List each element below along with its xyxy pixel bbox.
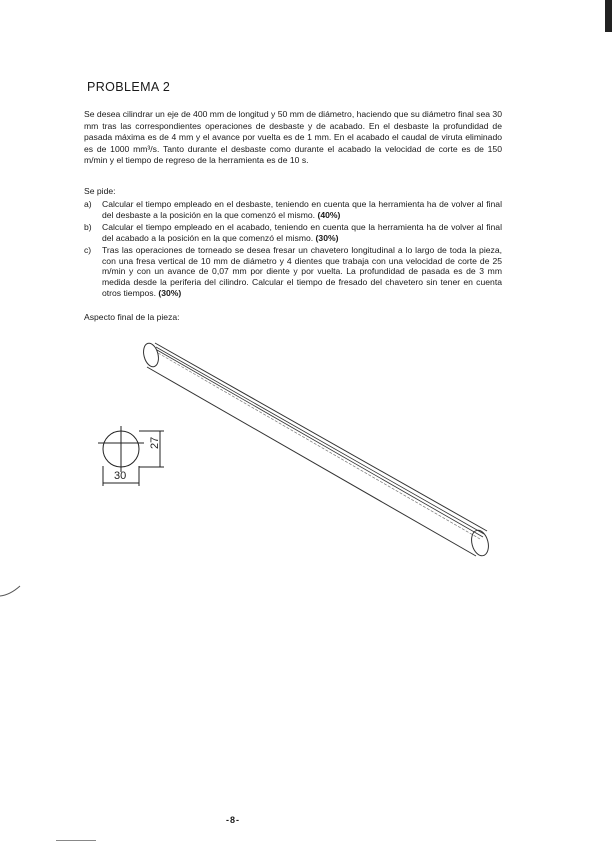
question-weight: (40%) [317, 209, 341, 220]
aspecto-label: Aspecto final de la pieza: [84, 312, 180, 322]
question-weight: (30%) [158, 288, 182, 299]
shaft-start-end [141, 342, 161, 369]
keyway-line [157, 350, 483, 537]
page-number: -8- [226, 815, 240, 825]
question-label: b) [84, 221, 92, 232]
scan-bottom-mark [56, 840, 96, 841]
question-weight: (30%) [315, 232, 339, 243]
question-text: Tras las operaciones de torneado se desea fresar un chavetero longitudinal a lo largo de toda la pieza, con una fresa vertical de 10 mm de diámetro y 4 dientes que trabaja con una velocidad de corte de 25 m/min y con un avance de 0,07 mm por diente y por vuelta. La profundidad de pasada es de 3 mm medida desde la periferia del cilindro. Calcular el tiempo de fresado del chavetero sin tener en cuenta otros tiempos. [102, 244, 502, 299]
dimension-width: 30 [114, 470, 127, 482]
se-pide-heading: Se pide: [84, 186, 116, 196]
problem-title: PROBLEMA 2 [87, 80, 171, 94]
question-label: a) [84, 199, 92, 209]
dimension-height: 27 [149, 436, 161, 449]
keyway-line [156, 347, 484, 534]
question-text: Calcular el tiempo empleado en el desbaste, teniendo en cuenta que la herramienta ha de volver al final del desbaste a la posición en la que comenzó el mismo. [102, 199, 502, 220]
shaft-drawing [141, 342, 491, 558]
problem-statement: Se desea cilindrar un eje de 400 mm de longitud y 50 mm de diámetro, haciendo que su diámetro final sea 30 mm tras las correspondientes operaciones de desbaste y de acabado. En el desbaste la profundidad de pasada máxima es de 4 mm y el avance por vuelta es de 1 mm. En el acabado el caudal de viruta eliminado es de 1000 mm³/s. Tanto durante el desbaste como durante el acabado la velocidad de corte es de 150 m/min y el tiempo de regreso de la herramienta es de 10 s. [84, 109, 502, 166]
question-text: Calcular el tiempo empleado en el acabado, teniendo en cuenta que la herramienta ha de volver al final del acabado a la posición en la que comenzó el mismo. [102, 221, 502, 243]
shaft-end-face [469, 528, 491, 557]
shaft-top-edge [155, 343, 487, 531]
question-label: c) [84, 244, 92, 255]
keyway-line [158, 353, 480, 539]
cross-section-drawing [98, 426, 164, 486]
shaft-bottom-edge [147, 367, 476, 556]
